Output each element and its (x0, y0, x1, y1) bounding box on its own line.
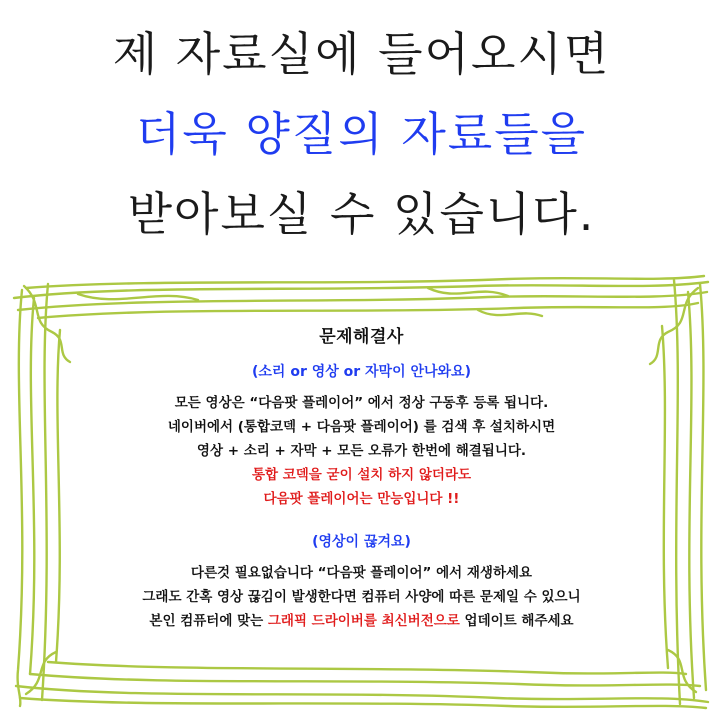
section-gap (48, 511, 675, 531)
frame-text-content (48, 322, 675, 672)
section2-subhead: (영상이 끊겨요) (312, 534, 411, 550)
section1-line-1: 모든 영상은 “다음팟 플레이어” 에서 정상 구동후 등록 됩니다. (174, 395, 549, 411)
section2-line-1: 다른것 필요없습니다 “다음팟 플레이어” 에서 재생하세요 (190, 565, 533, 581)
section1-line-3: 영상 + 소리 + 자막 + 모든 오류가 한번에 해결됩니다. (196, 443, 527, 459)
sketch-frame (8, 270, 715, 710)
section1-warning-1: 통합 코덱을 굳이 설치 하지 않더라도 (251, 467, 472, 483)
headline-line-1: 제 자료실에 들어오시면 (112, 27, 611, 81)
headline-block (0, 14, 723, 254)
section2-line-2: 그래도 간혹 영상 끊김이 발생한다면 컴퓨터 사양에 따른 문제일 수 있으니 (142, 589, 581, 605)
headline-line-3: 받아보실 수 있습니다. (127, 187, 596, 241)
section1-subhead: (소리 or 영상 or 자막이 안나와요) (252, 364, 471, 380)
section-title: 문제해결사 (319, 327, 404, 347)
mixed-line-after: 업데이트 해주세요 (459, 613, 574, 629)
mixed-line-before: 본인 컴퓨터에 맞는 (149, 613, 268, 629)
section1-warning-2: 다음팟 플레이어는 만능입니다 !! (263, 491, 460, 507)
headline-line-2: 더욱 양질의 자료들을 (135, 107, 588, 161)
section1-line-2: 네이버에서 (통합코덱 + 다음팟 플레이어) 를 검색 후 설치하시면 (167, 419, 556, 435)
mixed-line-highlight: 그래픽 드라이버를 최신버전으로 (267, 613, 460, 629)
section2-mixed-line (48, 609, 675, 633)
